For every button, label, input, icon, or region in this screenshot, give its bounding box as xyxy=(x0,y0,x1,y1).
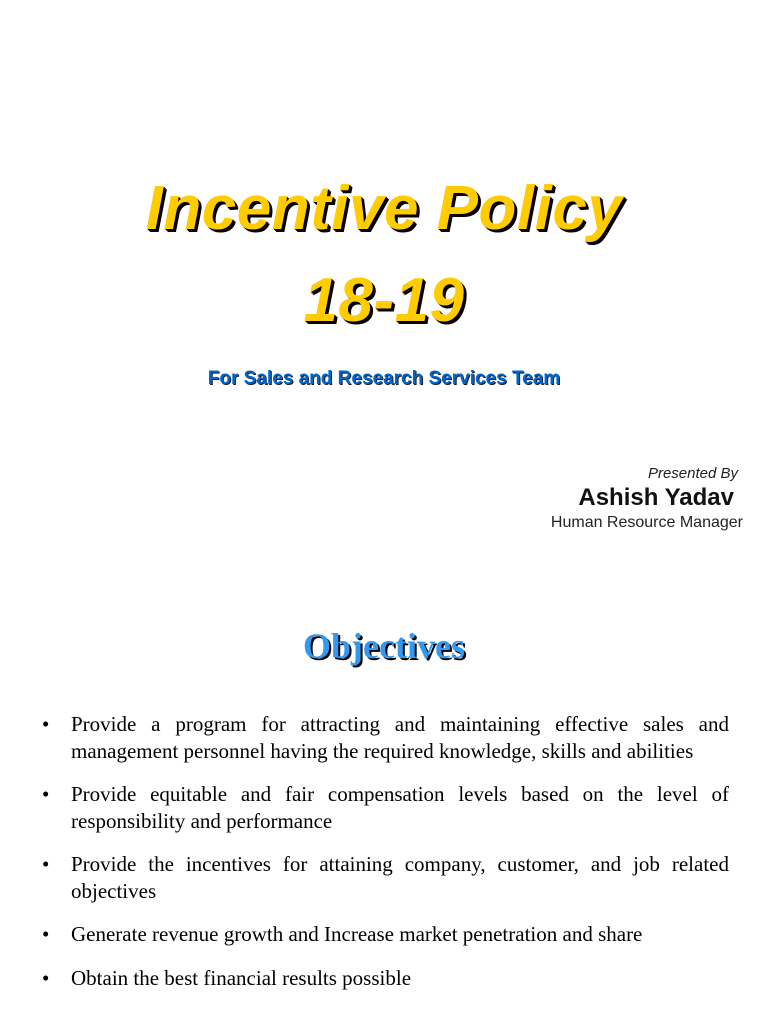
objective-item xyxy=(38,851,729,904)
slide-subtitle: For Sales and Research Services Team xyxy=(207,368,561,389)
objective-text: Generate revenue growth and Increase market penetration and share xyxy=(71,922,643,946)
objectives-list xyxy=(38,711,729,1008)
bullet-icon: • xyxy=(42,965,50,990)
presenter-role: Human Resource Manager xyxy=(550,514,743,531)
presented-by-label: Presented By xyxy=(647,465,738,482)
slide-title-line-2: 18-19 xyxy=(303,266,465,335)
objective-text: Provide a program for attracting and maintaining effective sales and management personnel having the required knowledge, skills and abilities xyxy=(71,712,729,763)
slide-title-line-1: Incentive Policy xyxy=(145,174,623,243)
objectives-slide xyxy=(0,595,768,1024)
objective-text: Obtain the best financial results possible xyxy=(71,965,412,990)
objective-text: Provide equitable and fair compensation levels based on the level of responsibility and performance xyxy=(71,782,729,833)
bullet-icon: • xyxy=(42,852,50,876)
objective-item xyxy=(38,921,729,948)
bullet-icon: • xyxy=(42,922,50,946)
presenter-name: Ashish Yadav xyxy=(578,484,734,511)
objective-item xyxy=(38,781,729,834)
objective-item xyxy=(38,711,729,764)
objective-text: Provide the incentives for attaining company, customer, and job related objectives xyxy=(71,852,729,903)
bullet-icon: • xyxy=(42,712,50,736)
objective-item xyxy=(38,965,729,992)
objectives-heading: Objectives xyxy=(303,626,465,666)
bullet-icon: • xyxy=(42,782,50,806)
